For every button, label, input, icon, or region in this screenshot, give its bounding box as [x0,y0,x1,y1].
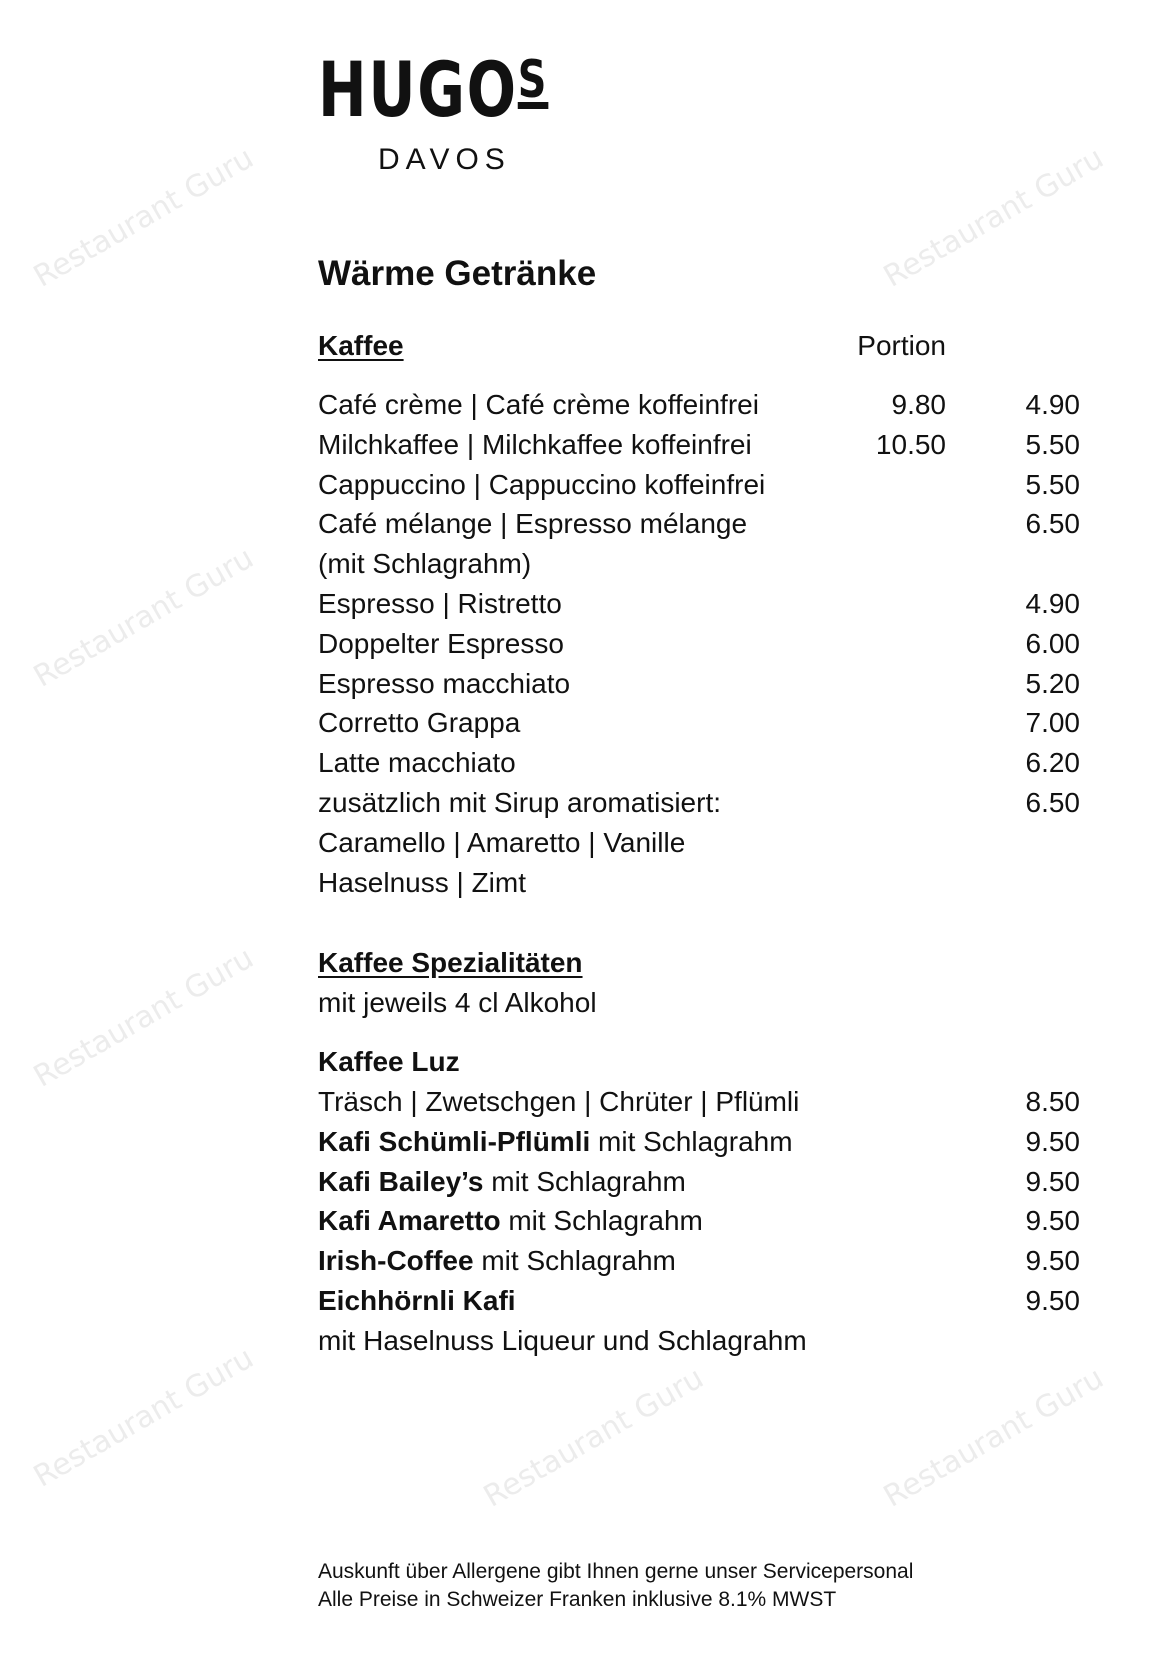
watermark-text: Restaurant Guru [877,1360,1110,1515]
item-name: mit Schlagrahm [473,1245,676,1277]
watermark-text: Restaurant Guru [27,540,260,695]
item-name: Corretto Grappa [318,707,521,739]
allergen-note: Auskunft über Allergene gibt Ihnen gerne unser Servicepersonal [318,1560,914,1583]
item-price: 9.50 [1025,1245,1080,1277]
item-bold-name: Irish-Coffee [318,1245,474,1277]
item-name: Espresso | Ristretto [318,587,562,619]
item-price: 6.50 [1025,786,1080,818]
item-price: 5.50 [1025,428,1080,460]
menu-item [318,1201,1080,1241]
item-name: Caramello | Amaretto | Vanille [318,826,686,858]
item-bold-name: Kafi Schümli-Pflümli [318,1125,591,1157]
item-bold-name: Eichhörnli Kafi [318,1284,516,1316]
spezialitaeten-header [318,943,1080,1023]
watermark-text: Restaurant Guru [877,140,1110,295]
item-price: 8.50 [1025,1086,1080,1117]
item-name: Café mélange | Espresso mélange [318,508,748,540]
portion-label: Portion [857,330,946,361]
menu-item [318,544,1080,584]
item-price: 9.50 [1025,1125,1080,1157]
item-price: 9.50 [1025,1165,1080,1197]
menu-item [318,743,1080,783]
footer [318,1558,913,1614]
item-name: (mit Schlagrahm) [318,548,532,580]
item-price: 5.20 [1025,667,1080,699]
menu-item [318,783,1080,823]
menu-item [318,425,1080,465]
item-name: Milchkaffee | Milchkaffee koffeinfrei [318,428,752,460]
menu-item [318,863,1080,903]
item-bold-name: Kafi Amaretto [318,1205,501,1237]
item-name: mit Schlagrahm [500,1205,703,1237]
item-price: 4.90 [1025,389,1080,420]
item-name: Latte macchiato [318,747,516,779]
item-price: 6.20 [1025,747,1080,779]
section-subtitle: mit jeweils 4 cl Alkohol [318,986,597,1018]
item-name: zusätzlich mit Sirup aromatisiert: [318,786,722,818]
luz-title: Kaffee Luz [318,1046,460,1077]
menu-item [318,584,1080,624]
logo-name: HUGO [318,45,518,134]
kaffee-list [318,385,1080,902]
watermark-text: Restaurant Guru [477,1360,710,1515]
item-portion-price: 10.50 [875,428,946,460]
item-portion-price: 9.80 [891,389,946,420]
item-bold-name: Kafi Bailey’s [318,1165,484,1197]
kaffee-header-row [318,326,1080,366]
item-name: Doppelter Espresso [318,627,564,659]
menu-item [318,504,1080,544]
luz-title-row [318,1042,1080,1082]
logo-suffix: S [517,50,549,110]
spezialitaeten-list [318,1082,1080,1361]
item-price: 6.00 [1025,627,1080,659]
menu-item [318,823,1080,863]
item-name: mit Schlagrahm [590,1125,793,1157]
menu-item [318,1241,1080,1281]
logo [318,45,549,134]
item-price: 4.90 [1025,587,1080,619]
watermark-text: Restaurant Guru [27,1340,260,1495]
menu-item [318,1082,1080,1122]
item-name: Café crème | Café crème koffeinfrei [318,389,759,420]
menu-item [318,465,1080,505]
item-price: 9.50 [1025,1205,1080,1237]
menu-item [318,703,1080,743]
item-name: Träsch | Zwetschgen | Chrüter | Pflümli [318,1086,800,1117]
section-header: Kaffee [318,330,404,361]
logo-city: DAVOS [378,143,511,176]
item-name: Cappuccino | Cappuccino koffeinfrei [318,468,766,500]
menu-item [318,385,1080,425]
item-name: Haselnuss | Zimt [318,866,526,898]
menu-item [318,664,1080,704]
page-title: Wärme Getränke [318,254,597,293]
item-name: mit Haselnuss Liqueur und Schlagrahm [318,1324,807,1356]
section-header: Kaffee Spezialitäten [318,947,583,978]
menu-item [318,1321,1080,1361]
price-note: Alle Preise in Schweizer Franken inklusive 8.1% MWST [318,1588,837,1611]
menu-item [318,1281,1080,1321]
menu-item [318,1122,1080,1162]
watermark-text: Restaurant Guru [27,940,260,1095]
menu-item [318,624,1080,664]
item-name: mit Schlagrahm [483,1165,686,1197]
item-price: 9.50 [1025,1284,1080,1316]
menu-item [318,1162,1080,1202]
item-price: 6.50 [1025,508,1080,540]
item-price: 7.00 [1025,707,1080,739]
item-price: 5.50 [1025,468,1080,500]
watermark-text: Restaurant Guru [27,140,260,295]
item-name: Espresso macchiato [318,667,571,699]
